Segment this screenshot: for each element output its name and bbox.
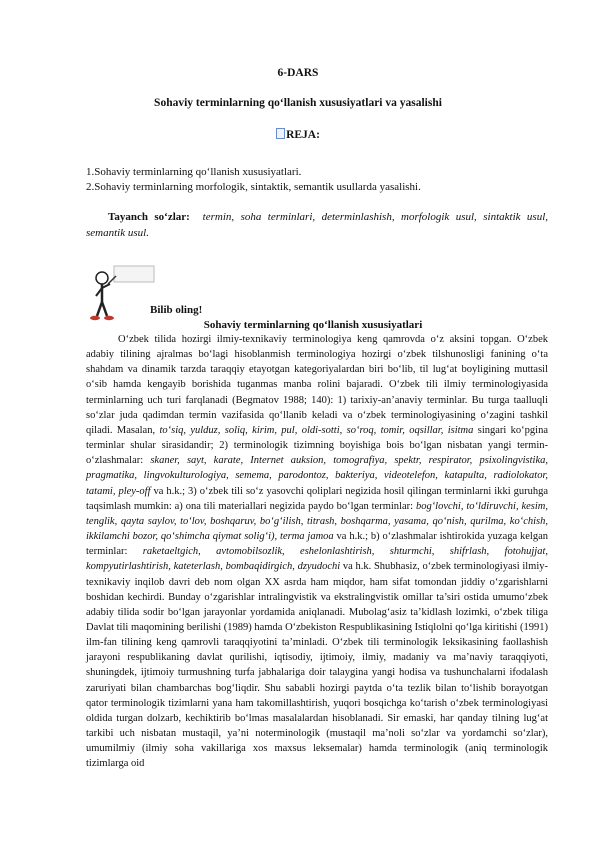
keywords-paragraph xyxy=(86,210,548,241)
bilib-oling-label: Bilib oling! xyxy=(150,304,203,316)
body-span: O‘zbek tilida hozirgi ilmiy-texnikaviy terminologiya keng qamrovda o‘z aksini topgan. O‘zbek adabiy tilining ajralmas bo‘lagi hisoblanmish terminologiya hozirgi o‘zbek tilshunosligi fanining o‘ta shahdam va dinamik tarzda taraqqiy etayotgan kategoriyalardan biri bo‘lib, til lug‘at boyligining muttasil o‘sib hamda kengayib borishida tuganmas manba rolini bajaradi. O‘zbek tili ilmiy terminologiyasida terminlarning uch turi farqlanadi (Begmatov 1988; 140): 1) tarixiy-an’anaviy terminlar. Bu turga taalluqli so‘zlar juda qadimdan termin vazifasida qo‘llanib keladi va o‘zbek terminologiyasining o‘zagini tashkil qiladi. Masalan, xyxy=(86,334,548,436)
reja-heading xyxy=(0,128,596,141)
body-span: va h.k. Shubhasiz, o‘zbek terminologiyasi ilmiy-texnikaviy inqilob davri deb nom olgan XX asrda ham miqdor, ham sifat tomondan jiddiy o‘zgarishlarni boshidan kechirdi. Bunday o‘zgarishlar intralingvistik va ekstralingvistik omillar ta’siri ostida umumo‘zbek adabiy tilida sodir bo‘lgan jarayonlar yordamida aniqlanadi. Mubolag‘asiz ta’kidlash lozimki, o‘zbek tiliga Davlat tili maqomining berilishi (1989) hamda O‘zbekiston Respublikasining Istiqlolni qo‘lga kiritishi (1991) ilm-fan tilining keng qamrovli taraqqiyotini ta’minladi. O‘zbek tili terminologik leksikasining faollashish jarayoni respublikaning davlat qurilishi, iqtisodiy, ijtimoiy, ilmiy, madaniy va ma’naviy taraqqiyoti, shuningdek, ijtimoiy turmushning turfa jabhalariga doir talaygina yangi hodisa va tushunchalarni ifodalash zaruriyati bilan chambarchas bog‘liqdir. Shu sababli hozirgi paytda o‘ta tezlik bilan to‘lishib borayotgan qator terminologik tizimlarni yana ham takomillashtirish, yuqori bosqichga ko‘tarish o‘zbek terminologiyasi oldida turgan dolzarb, kechiktirib bo‘lmas masalalardan hisoblanadi. Sir emaski, har qanday tilning lug‘at tarkibi uch nisbatan mustaqil, ya’ni noterminologik (mustaqil ma’noli so‘zlar va yordamchi so‘zlar), umumilmiy (ilmiy soha vakillariga xos maxsus leksemalar) hamda terminologik (aniq terminologik tizimlarga oid xyxy=(86,561,548,770)
body-text xyxy=(86,332,548,772)
section-title: Sohaviy terminlarning qo‘llanish xususiyatlari xyxy=(203,319,423,331)
body-span: va h.k.; 3) o‘zbek tili so‘z yasovchi qoliplari negizida hosil qilingan terminlarni ikki guruhga taqsimlash mumkin: a) ona tili materiallari negizida paydo bo‘lgan terminlar: xyxy=(86,485,548,512)
stick-figure-icon xyxy=(86,264,156,322)
note-icon xyxy=(276,128,285,139)
body-paragraph xyxy=(86,332,548,772)
body-italic: to‘siq, yulduz, soliq, kirim, pul, oldi-sotti, so‘roq, tomir, oqsillar, isitma xyxy=(159,424,474,436)
body-italic: bog‘lovchi, to‘ldiruvchi, kesim, tenglik, qayta saylov, to‘lov, boshqaruv, bo‘g‘ilish, titrash, boshqarma, yasama, qo‘nish, qurilma, ko‘chish, ikkilamchi bozor, qo‘shimcha qiymat solig‘i), terma jamoa xyxy=(86,500,548,543)
keywords-label: Tayanch so‘zlar: xyxy=(108,211,190,223)
keywords-text: termin, soha terminlari, determinlashish, morfologik usul, sintaktik usul, semantik usul. xyxy=(86,211,549,239)
page-title: Sohaviy terminlarning qo‘llanish xususiyatlari va yasalishi xyxy=(154,97,442,109)
plan-item-1: 1.Sohaviy terminlarning qo‘llanish xususiyatlari. xyxy=(86,166,302,178)
body-italic: skaner, sayt, karate, Internet auksion, tomografiya, spektr, respirator, psixolingvistika, pragmatika, lingvokulturologiya, semema, parodontoz, bakteriya, videotelefon, katapulta, radiolokator, tatami, pley-off xyxy=(86,455,548,497)
reja-label: REJA: xyxy=(286,129,320,141)
body-italic: raketaeltgich, avtomobilsozlik, eshelonlashtirish, shturmchi, shifrlash, fotohujjat, kompyutirlashtirish, kateterlash, bombaqidirgich, dzyudochi xyxy=(86,546,548,573)
lesson-number: 6-DARS xyxy=(277,67,319,79)
plan-item-2: 2.Sohaviy terminlarning morfologik, sintaktik, semantik usullarda yasalishi. xyxy=(86,181,421,193)
body-span: va h.k.; b) o‘zlashmalar ishtirokida yuzaga kelgan terminlar: xyxy=(86,531,549,558)
body-span: singari ko‘pgina terminlar shular sirasidandir; 2) terminologik tizimning boyishiga bois bo‘lgan nisbatan yangi termin-o‘zlashmalar: xyxy=(86,424,548,467)
